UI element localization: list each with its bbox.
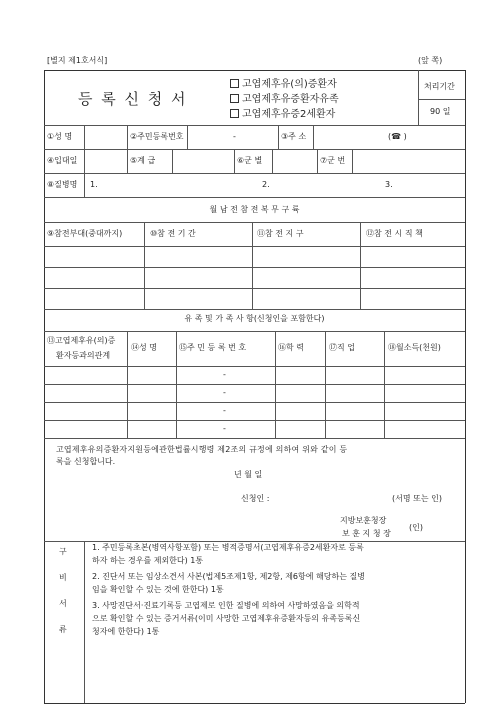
declaration-line-1: 고엽제후유의증환자지원등에관한법률시행령 제2조의 규정에 의하여 위와 같이 등 xyxy=(56,445,348,454)
rule xyxy=(252,222,253,309)
docs-label-2: 비 xyxy=(59,573,67,582)
col-name: ⑭성 명 xyxy=(131,343,157,352)
col-income: ⑱월소득(천원) xyxy=(388,343,441,352)
declaration-line-2: 록을 신청합니다. xyxy=(56,457,116,466)
option-3[interactable]: 고엽제후유증2세환자 xyxy=(230,109,335,120)
disease-2: 2. xyxy=(262,180,270,189)
disease-label: ⑧질병명 xyxy=(47,180,78,189)
rule xyxy=(360,222,361,309)
rule xyxy=(44,384,465,385)
col-job: ⑰직 업 xyxy=(329,343,355,352)
option-1[interactable]: 고엽제후유(의)증환자 xyxy=(230,79,337,90)
rrn-label: ②주민등록번호 xyxy=(130,132,184,141)
row-dash: - xyxy=(223,388,226,397)
col-unit: ⑨참전부대(중대까지) xyxy=(47,229,123,238)
rule xyxy=(278,125,279,149)
rule xyxy=(44,438,465,439)
rule xyxy=(44,288,465,289)
rank-label: ⑤계 급 xyxy=(130,156,156,165)
enlist-label: ④입대일 xyxy=(47,156,78,165)
rule xyxy=(313,125,314,149)
rule xyxy=(44,420,465,421)
rule xyxy=(44,222,465,223)
recipient-2: 보 훈 지 청 장 xyxy=(342,529,391,538)
service-number-label: ⑦군 번 xyxy=(320,156,346,165)
phone-field[interactable]: (☎ ) xyxy=(388,132,407,141)
rule xyxy=(172,149,173,173)
rule xyxy=(44,246,465,247)
col-relation-2: 환자등과의관계 xyxy=(56,351,111,360)
page-side: (앞 쪽) xyxy=(418,56,443,65)
rule xyxy=(44,125,465,126)
seal-mark: (인) xyxy=(409,523,423,532)
rule xyxy=(84,125,85,173)
checkbox-icon xyxy=(230,109,239,118)
rule xyxy=(44,309,465,310)
col-period: ⑩참 전 기 간 xyxy=(150,229,196,238)
disease-3: 3. xyxy=(385,180,393,189)
rule xyxy=(127,331,128,438)
docs-label-3: 서 xyxy=(59,599,67,608)
period-split xyxy=(418,99,465,100)
disease-1: 1. xyxy=(90,180,98,189)
date-line: 년 월 일 xyxy=(234,470,263,479)
recipient-1: 지방보훈청장 xyxy=(340,516,387,525)
col-education: ⑯학 력 xyxy=(278,343,304,352)
rule xyxy=(127,125,128,173)
signature-note: (서명 또는 인) xyxy=(392,494,442,503)
checkbox-icon xyxy=(230,79,239,88)
rule xyxy=(176,331,177,438)
docs-label-1: 구 xyxy=(59,547,67,556)
rule xyxy=(84,541,85,703)
doc-line: 2. 진단서 또는 임상소견서 사본(법제5조제1항, 제2항, 제6항에 해당하는 질병 xyxy=(92,572,365,581)
doc-line: 청자에 한한다) 1통 xyxy=(92,627,160,636)
frame-bottom xyxy=(44,703,465,704)
period-label: 처리기간 xyxy=(424,82,455,91)
vietnam-section-title: 월 남 전 참 전 복 무 구 륙 xyxy=(209,205,300,214)
col-region: ⑪참 전 지 구 xyxy=(257,229,304,238)
rule xyxy=(44,402,465,403)
form-title: 등 록 신 청 서 xyxy=(78,90,188,108)
row-dash: - xyxy=(223,424,226,433)
col-rrn: ⑮주 민 등 록 번 호 xyxy=(179,343,247,352)
name-label: ①성 명 xyxy=(47,132,73,141)
row-dash: - xyxy=(223,370,226,379)
option-2[interactable]: 고엽제후유증환자유족 xyxy=(230,94,339,105)
col-position: ⑫참 전 시 직 책 xyxy=(366,229,423,238)
period-value: 90 일 xyxy=(430,107,451,116)
rule xyxy=(234,149,235,173)
period-divider xyxy=(418,70,419,125)
rule xyxy=(44,173,465,174)
doc-line: 1. 주민등록초본(병역사항포함) 또는 병적증명서(고엽제후유증2세환자로 등록 xyxy=(92,543,364,552)
army-label: ⑥군 별 xyxy=(237,156,263,165)
rule xyxy=(44,366,465,367)
rule xyxy=(384,331,385,438)
rule xyxy=(144,222,145,309)
rule xyxy=(187,125,188,149)
doc-line: 으로 확인할 수 있는 증거서류(이미 사망한 고엽제후유증환자등의 유족등록신 xyxy=(92,614,361,623)
rule xyxy=(44,197,465,198)
frame-right xyxy=(465,70,466,703)
family-section-title: 유 족 및 가 족 사 항(신청인을 포함한다) xyxy=(184,314,325,323)
rule xyxy=(44,149,465,150)
doc-line: 임을 확인할 수 있는 것에 한한다) 1통 xyxy=(92,585,224,594)
rule xyxy=(325,331,326,438)
rule xyxy=(44,331,465,332)
rule xyxy=(44,541,465,542)
docs-label-4: 류 xyxy=(59,625,67,634)
rule xyxy=(44,267,465,268)
form-number: [별지 제1호서식] xyxy=(47,56,108,65)
rule xyxy=(275,331,276,438)
rrn-dash: - xyxy=(233,132,236,141)
rule xyxy=(272,149,273,173)
frame-top xyxy=(44,70,465,71)
rule xyxy=(317,149,318,173)
rule xyxy=(84,173,85,197)
doc-line: 3. 사망진단서·진료기록등 고엽제로 인한 질병에 의하여 사망하였음을 의학적 xyxy=(92,601,360,610)
address-label: ③주 소 xyxy=(281,132,307,141)
rule xyxy=(352,149,353,173)
frame-left xyxy=(44,70,45,703)
col-relation-1: ⑬고엽제후유(의)증 xyxy=(47,336,116,345)
applicant-label: 신청인 : xyxy=(241,494,270,503)
checkbox-icon xyxy=(230,94,239,103)
row-dash: - xyxy=(223,406,226,415)
doc-line: 하자 하는 경우를 제외한다) 1통 xyxy=(92,556,204,565)
